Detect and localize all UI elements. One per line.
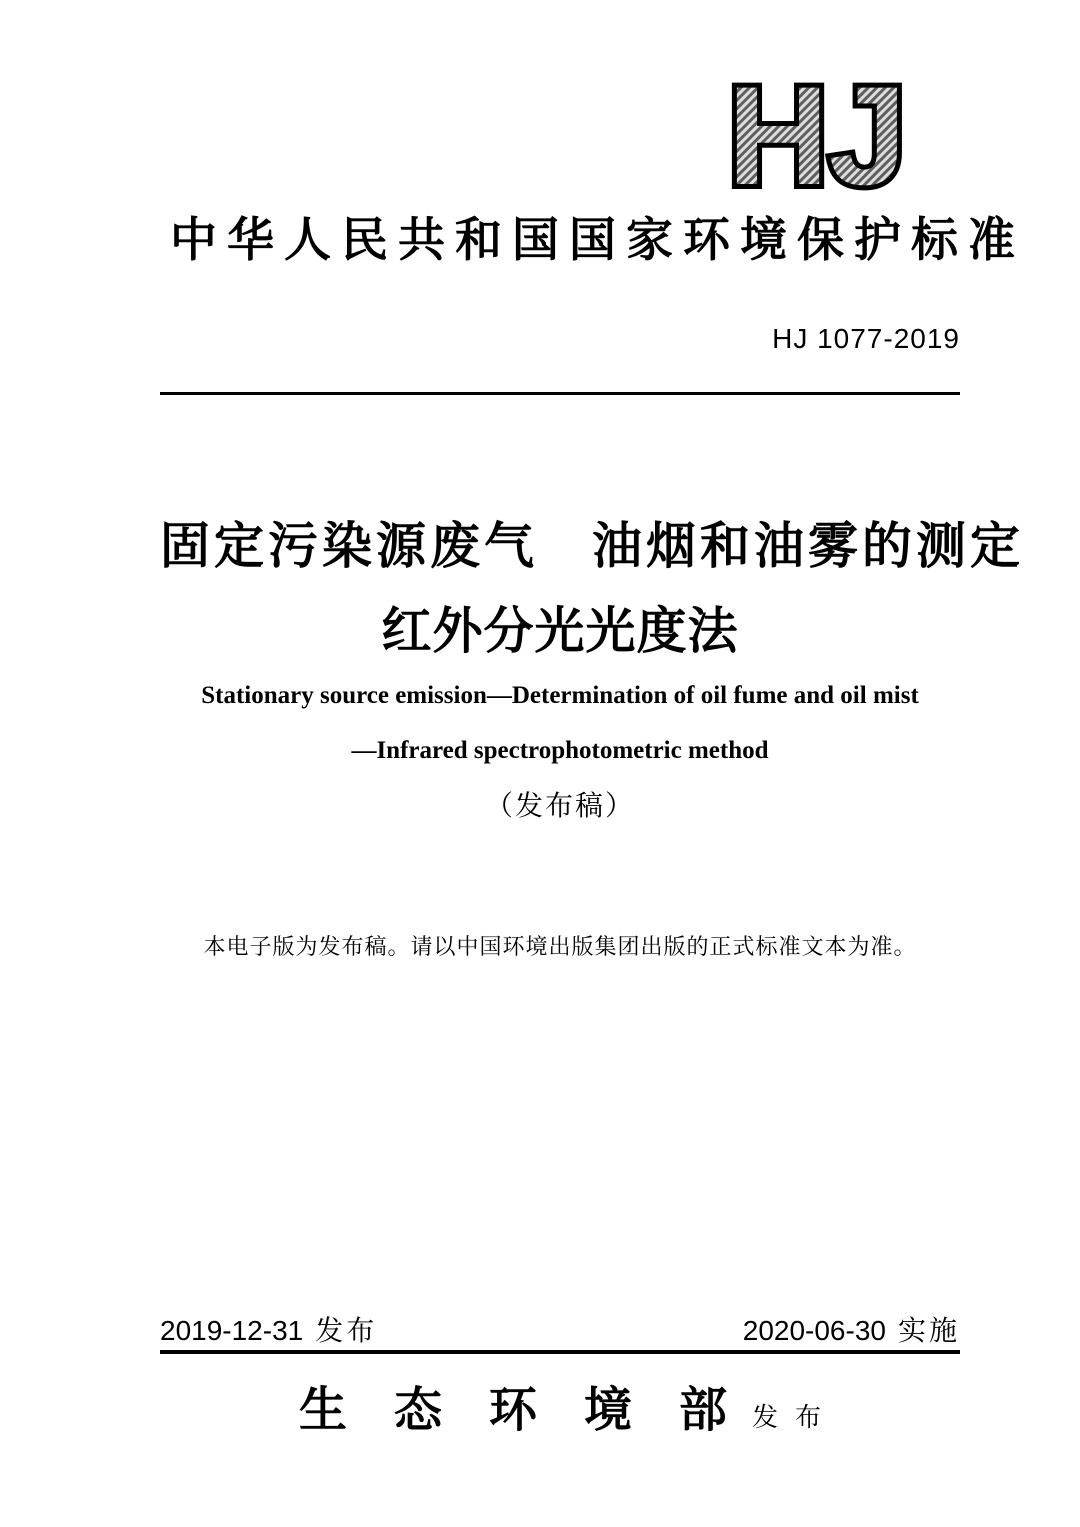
issuer-row [160, 1384, 960, 1437]
title-en-line1: Stationary source emission—Determination of oil fume and oil mist [201, 682, 919, 709]
org-title: 中华人民共和国国家环境保护标准 [170, 215, 1025, 267]
implement-date: 2020-06-30 [742, 1315, 886, 1346]
hj-logo-text: HJ [727, 72, 907, 197]
standard-number: HJ 1077-2019 [772, 323, 960, 354]
hj-logo [712, 72, 922, 197]
issue-date: 2019-12-31 [160, 1315, 304, 1346]
implement-date-label: 实施 [897, 1315, 960, 1346]
title-en-line2: —Infrared spectrophotometric method [351, 737, 769, 764]
issuer-action-label: 发布 [752, 1402, 839, 1432]
draft-label: （发布稿） [484, 790, 635, 821]
electronic-version-notice: 本电子版为发布稿。请以中国环境出版集团出版的正式标准文本为准。 [203, 934, 917, 959]
issuer-name: 生态环境部 [298, 1384, 774, 1437]
issue-date-label: 发布 [315, 1315, 378, 1346]
footer-divider-line [160, 1350, 960, 1354]
title-cn-line2: 红外分光光度法 [381, 603, 739, 659]
title-cn-line1: 固定污染源废气 油烟和油雾的测定 [160, 518, 1024, 574]
header-divider-line [160, 392, 960, 395]
dates-row [160, 1316, 960, 1345]
implement-date-group [743, 1316, 960, 1345]
issue-date-group [160, 1316, 377, 1345]
